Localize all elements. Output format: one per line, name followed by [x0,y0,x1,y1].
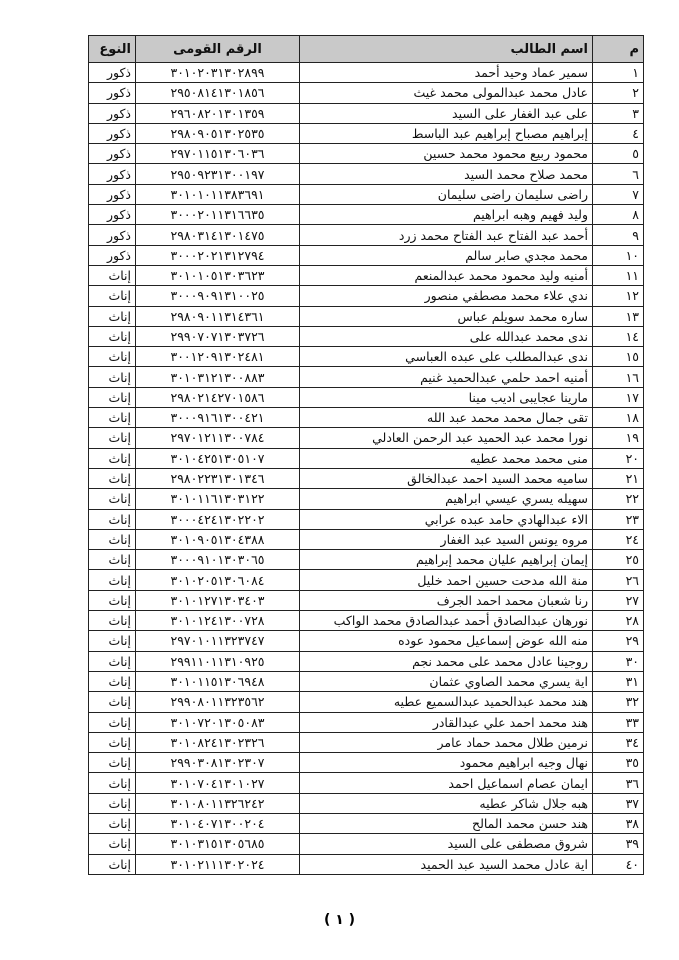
gender: إناث [89,793,136,813]
table-row [89,550,644,570]
gender: إناث [89,631,136,651]
student-name: ايمان عصام اسماعيل احمد [300,773,593,793]
student-name: على عبد الغفار على السيد [300,103,593,123]
student-name: سمير عماد وحيد أحمد [300,63,593,83]
table-row [89,671,644,691]
student-name: اية يسري محمد الصاوي عثمان [300,671,593,691]
row-number: ٣٩ [593,834,644,854]
national-id: ٢٩٩٠٨٠١١٣٢٣٥٦٢ [136,692,300,712]
national-id: ٢٩٨٠٢١٤٢٧٠١٥٨٦ [136,387,300,407]
gender: إناث [89,367,136,387]
row-number: ٣٨ [593,813,644,833]
national-id: ٣٠٠٠٢٠١١٣١٦٦٣٥ [136,205,300,225]
student-name: محمد مجدي صابر سالم [300,245,593,265]
gender: إناث [89,834,136,854]
gender: إناث [89,550,136,570]
row-number: ٣٢ [593,692,644,712]
table-header-row [89,36,644,63]
table-row [89,164,644,184]
student-name: روجينا عادل محمد على محمد نجم [300,651,593,671]
table-row [89,611,644,631]
national-id: ٢٩٧٠١٠١١٣٢٣٧٤٧ [136,631,300,651]
gender: ذكور [89,184,136,204]
row-number: ٢٣ [593,509,644,529]
gender: ذكور [89,63,136,83]
student-name: ندى محمد عبدالله على [300,326,593,346]
row-number: ٢٦ [593,570,644,590]
gender: إناث [89,286,136,306]
student-name: مروه يونس السيد عبد الغفار [300,529,593,549]
national-id: ٣٠١٠١٢٧١٣٠٣٤٠٣ [136,590,300,610]
national-id: ٢٩٨٠٢٢٣١٣٠١٣٤٦ [136,468,300,488]
table-row [89,205,644,225]
gender: إناث [89,753,136,773]
row-number: ٢٧ [593,590,644,610]
gender: ذكور [89,123,136,143]
national-id: ٣٠١٠١٠١١٣٨٣٦٩١ [136,184,300,204]
row-number: ٣٧ [593,793,644,813]
table-row [89,529,644,549]
national-id: ٣٠١٠٢٠٣١٣٠٢٨٩٩ [136,63,300,83]
students-table [88,35,644,875]
gender: إناث [89,265,136,285]
table-row [89,468,644,488]
national-id: ٢٩٩٠٧٠٧١٣٠٣٧٢٦ [136,326,300,346]
table-row [89,326,644,346]
national-id: ٣٠١٠٧٢٠١٣٠٥٠٨٣ [136,712,300,732]
gender: إناث [89,854,136,874]
page-number: ( ١ ) [323,912,356,928]
table-row [89,793,644,813]
national-id: ٣٠٠٠٩١٠١٣٠٣٠٦٥ [136,550,300,570]
header-student-name: اسم الطالب [300,36,593,63]
student-name: أحمد عبد الفتاح عبد الفتاح محمد زرد [300,225,593,245]
student-name: نهال وجيه ابراهيم محمود [300,753,593,773]
student-name: سهيله يسري عيسي ابراهيم [300,489,593,509]
table-body [89,63,644,875]
table-row [89,286,644,306]
row-number: ٣٦ [593,773,644,793]
row-number: ٤٠ [593,854,644,874]
table-row [89,265,644,285]
student-name: ندى عبدالمطلب على عبده العباسي [300,347,593,367]
row-number: ٣ [593,103,644,123]
gender: إناث [89,408,136,428]
row-number: ٦ [593,164,644,184]
table-row [89,367,644,387]
row-number: ١ [593,63,644,83]
national-id: ٣٠١٠١١٥١٣٠٦٩٤٨ [136,671,300,691]
student-name: راضى سليمان راضى سليمان [300,184,593,204]
table-row [89,123,644,143]
student-name: منى محمد محمد عطيه [300,448,593,468]
table-row [89,692,644,712]
row-number: ٤ [593,123,644,143]
student-name: أمنيه وليد محمود محمد عبدالمنعم [300,265,593,285]
row-number: ١٨ [593,408,644,428]
national-id: ٣٠١٠٢١١١٣٠٢٠٢٤ [136,854,300,874]
gender: إناث [89,489,136,509]
row-number: ١٣ [593,306,644,326]
header-national-id: الرقم القومى [136,36,300,63]
gender: ذكور [89,245,136,265]
national-id: ٢٩٨٠٩٠٥١٣٠٢٥٣٥ [136,123,300,143]
row-number: ٢٢ [593,489,644,509]
student-name: عادل محمد عبدالمولى محمد غيث [300,83,593,103]
student-name: منه الله عوض إسماعيل محمود عوده [300,631,593,651]
national-id: ٣٠١٠١٢٤١٣٠٠٧٢٨ [136,611,300,631]
table-row [89,306,644,326]
table-row [89,813,644,833]
table-row [89,570,644,590]
national-id: ٢٩٧٠١١٥١٣٠٦٠٣٦ [136,144,300,164]
row-number: ٩ [593,225,644,245]
row-number: ٣٠ [593,651,644,671]
row-number: ٥ [593,144,644,164]
gender: إناث [89,732,136,752]
row-number: ٣٤ [593,732,644,752]
student-name: ندي علاء محمد مصطفي منصور [300,286,593,306]
student-name: منة الله مدحت حسين احمد خليل [300,570,593,590]
gender: إناث [89,387,136,407]
row-number: ٢ [593,83,644,103]
student-name: هبه جلال شاكر عطيه [300,793,593,813]
student-name: الاء عبدالهادي حامد عبده عرابي [300,509,593,529]
gender: إناث [89,326,136,346]
national-id: ٣٠٠٠٤٢٤١٣٠٢٢٠٢ [136,509,300,529]
student-name: هند محمد عبدالحميد عبدالسميع عطيه [300,692,593,712]
student-name: إبراهيم مصباح إبراهيم عبد الباسط [300,123,593,143]
national-id: ٣٠٠٠٩١٦١٣٠٠٤٢١ [136,408,300,428]
table-row [89,184,644,204]
gender: إناث [89,448,136,468]
gender: إناث [89,813,136,833]
student-name: مارينا عجايبى اديب مينا [300,387,593,407]
table-row [89,144,644,164]
national-id: ٣٠١٠٨٠١١٣٢٦٢٤٢ [136,793,300,813]
table-row [89,245,644,265]
student-name: نرمين طلال محمد حماد عامر [300,732,593,752]
national-id: ٢٩٩١١٠١١٣١٠٩٢٥ [136,651,300,671]
row-number: ٢٨ [593,611,644,631]
header-number: م [593,36,644,63]
national-id: ٣٠٠٠٢٠٢١٣١٢٧٩٤ [136,245,300,265]
gender: إناث [89,509,136,529]
row-number: ١٧ [593,387,644,407]
table-row [89,63,644,83]
national-id: ٢٩٥٠٨١٤١٣٠١٨٥٦ [136,83,300,103]
table-row [89,225,644,245]
student-name: نورهان عبدالصادق أحمد عبدالصادق محمد الواكب [300,611,593,631]
table-row [89,408,644,428]
national-id: ٣٠١٠٢٠٥١٣٠٦٠٨٤ [136,570,300,590]
table-row [89,103,644,123]
row-number: ٣٣ [593,712,644,732]
student-name: اية عادل محمد السيد عبد الحميد [300,854,593,874]
gender: ذكور [89,103,136,123]
student-name: وليد فهيم وهبه ابراهيم [300,205,593,225]
gender: ذكور [89,205,136,225]
national-id: ٢٩٩٠٣٠٨١٣٠٢٣٠٧ [136,753,300,773]
row-number: ٢٩ [593,631,644,651]
row-number: ١٥ [593,347,644,367]
row-number: ٣١ [593,671,644,691]
student-name: محمود ربيع محمود محمد حسين [300,144,593,164]
gender: إناث [89,773,136,793]
row-number: ٢٤ [593,529,644,549]
row-number: ١١ [593,265,644,285]
gender: ذكور [89,164,136,184]
gender: إناث [89,712,136,732]
student-name: ساره محمد سويلم عباس [300,306,593,326]
national-id: ٣٠١٠١٠٥١٣٠٣٦٢٣ [136,265,300,285]
gender: إناث [89,590,136,610]
row-number: ١٦ [593,367,644,387]
table-row [89,834,644,854]
gender: إناث [89,570,136,590]
table-row [89,712,644,732]
gender: إناث [89,671,136,691]
student-name: تقى جمال محمد محمد عبد الله [300,408,593,428]
national-id: ٣٠١٠١١٦١٣٠٣١٢٢ [136,489,300,509]
national-id: ٣٠١٠٧٠٤١٣٠١٠٢٧ [136,773,300,793]
table-row [89,753,644,773]
gender: إناث [89,468,136,488]
table-row [89,773,644,793]
gender: إناث [89,529,136,549]
student-name: هند محمد احمد علي عبدالقادر [300,712,593,732]
student-name: رنا شعبان محمد احمد الجرف [300,590,593,610]
national-id: ٢٩٨٠٩٠١١٣١٤٣٦١ [136,306,300,326]
header-gender: النوع [89,36,136,63]
table-row [89,347,644,367]
row-number: ٢٠ [593,448,644,468]
row-number: ٨ [593,205,644,225]
student-name: ساميه محمد السيد احمد عبدالخالق [300,468,593,488]
table-row [89,83,644,103]
table-row [89,448,644,468]
gender: إناث [89,692,136,712]
row-number: ١٩ [593,428,644,448]
national-id: ٣٠١٠٣١٢١٣٠٠٨٨٣ [136,367,300,387]
national-id: ٣٠١٠٣١٥١٣٠٥٦٨٥ [136,834,300,854]
student-name: نورا محمد عبد الحميد عبد الرحمن العادلي [300,428,593,448]
gender: إناث [89,428,136,448]
gender: إناث [89,611,136,631]
row-number: ٢٥ [593,550,644,570]
national-id: ٣٠١٠٩٠٥١٣٠٤٣٨٨ [136,529,300,549]
gender: ذكور [89,83,136,103]
national-id: ٣٠١٠٨٢٤١٣٠٢٣٢٦ [136,732,300,752]
table-row [89,590,644,610]
row-number: ١٤ [593,326,644,346]
table-row [89,631,644,651]
table-row [89,489,644,509]
gender: إناث [89,347,136,367]
national-id: ٣٠١٠٤٢٥١٣٠٥١٠٧ [136,448,300,468]
table-row [89,428,644,448]
table-row [89,509,644,529]
national-id: ٢٩٨٠٣١٤١٣٠١٤٧٥ [136,225,300,245]
row-number: ٣٥ [593,753,644,773]
national-id: ٣٠٠٠٩٠٩١٣١٠٠٢٥ [136,286,300,306]
row-number: ٢١ [593,468,644,488]
table-row [89,854,644,874]
national-id: ٢٩٥٠٩٢٣١٣٠٠١٩٧ [136,164,300,184]
row-number: ١٢ [593,286,644,306]
national-id: ٣٠١٠٤٠٧١٣٠٠٢٠٤ [136,813,300,833]
row-number: ١٠ [593,245,644,265]
gender: إناث [89,306,136,326]
student-name: إيمان إبراهيم عليان محمد إبراهيم [300,550,593,570]
student-name: محمد صلاح محمد السيد [300,164,593,184]
row-number: ٧ [593,184,644,204]
national-id: ٢٩٧٠١٢١١٣٠٠٧٨٤ [136,428,300,448]
table-row [89,387,644,407]
student-name: شروق مصطفى على السيد [300,834,593,854]
table-row [89,732,644,752]
table-row [89,651,644,671]
national-id: ٢٩٦٠٨٢٠١٣٠١٣٥٩ [136,103,300,123]
gender: إناث [89,651,136,671]
gender: ذكور [89,144,136,164]
student-name: هند حسن محمد المالح [300,813,593,833]
national-id: ٣٠٠١٢٠٩١٣٠٢٤٨١ [136,347,300,367]
student-name: أمنيه احمد حلمي عبدالحميد غنيم [300,367,593,387]
gender: ذكور [89,225,136,245]
